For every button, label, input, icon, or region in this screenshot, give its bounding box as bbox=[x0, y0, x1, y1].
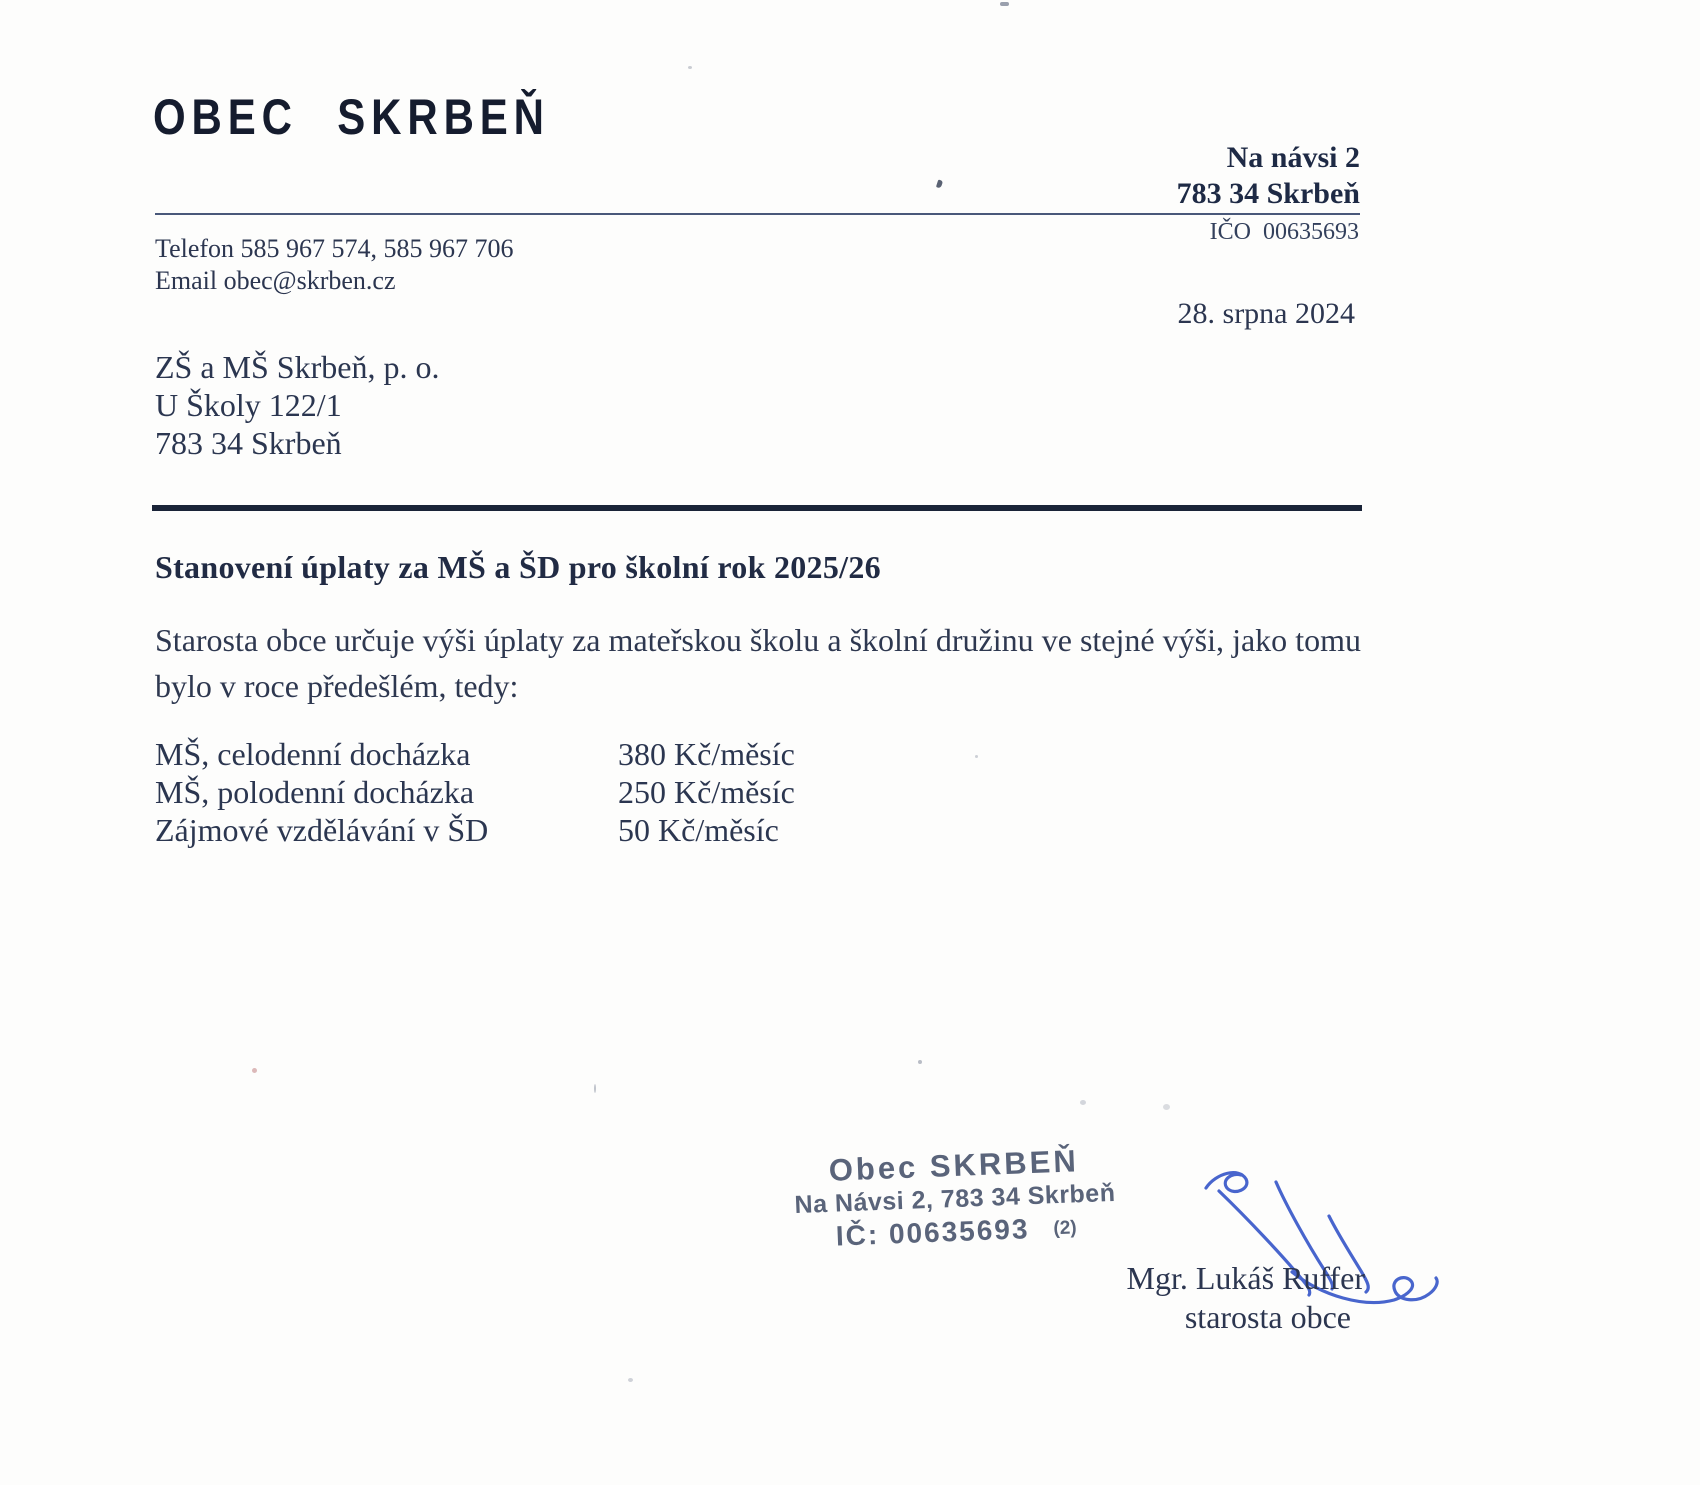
org-address-block bbox=[1177, 140, 1360, 212]
fee-label: MŠ, celodenní docházka bbox=[155, 736, 471, 772]
fee-table bbox=[155, 735, 1055, 849]
stamp-counter: (2) bbox=[1053, 1217, 1078, 1240]
paragraph-line: Starosta obce určuje výši úplaty za mateřskou školu a školní družinu ve stejné výši, jako tomu bbox=[155, 622, 1361, 658]
scan-speck bbox=[594, 1084, 596, 1093]
stamp-address: Na Návsi 2, 783 34 Skrbeň bbox=[794, 1178, 1116, 1220]
scan-speck bbox=[628, 1378, 633, 1382]
org-ico: IČO 00635693 bbox=[1209, 219, 1359, 245]
stamp-ic: IČ: 00635693 bbox=[835, 1213, 1031, 1252]
letter-body-paragraph bbox=[155, 617, 1361, 709]
fee-value: 380 Kč/měsíc bbox=[618, 736, 795, 772]
recipient-street: U Školy 122/1 bbox=[155, 387, 342, 423]
recipient-block bbox=[155, 348, 439, 462]
scan-speck bbox=[1000, 2, 1009, 6]
fee-label: MŠ, polodenní docházka bbox=[155, 774, 475, 810]
fee-value: 50 Kč/měsíc bbox=[618, 812, 779, 848]
scan-speck bbox=[975, 755, 978, 758]
org-email: Email obec@skrben.cz bbox=[155, 266, 396, 295]
section-divider-line bbox=[152, 505, 1362, 511]
recipient-city: 783 34 Skrbeň bbox=[155, 425, 342, 461]
scan-speck bbox=[688, 66, 692, 69]
org-contact-block bbox=[155, 233, 514, 297]
scan-speck bbox=[1080, 1100, 1086, 1105]
scan-speck bbox=[1163, 1104, 1170, 1110]
recipient-name: ZŠ a MŠ Skrbeň, p. o. bbox=[155, 349, 440, 385]
org-address-city: 783 34 Skrbeň bbox=[1176, 177, 1360, 210]
org-logo: OBEC SKRBEŇ bbox=[153, 89, 550, 145]
letter-subject: Stanovení úplaty za MŠ a ŠD pro školní rok 2025/26 bbox=[155, 549, 881, 585]
scan-speck bbox=[252, 1068, 257, 1073]
org-address-street: Na návsi 2 bbox=[1226, 141, 1360, 174]
official-stamp bbox=[783, 1142, 1127, 1256]
scan-speck bbox=[918, 1060, 922, 1064]
scan-speck bbox=[936, 179, 943, 188]
stamp-org-name: Obec SKRBEŇ bbox=[828, 1143, 1080, 1188]
signatory-name: Mgr. Lukáš Ruffer bbox=[1126, 1260, 1365, 1296]
header-divider-line bbox=[155, 213, 1360, 215]
letter-date: 28. srpna 2024 bbox=[1177, 297, 1355, 330]
fee-row bbox=[155, 773, 1055, 811]
fee-row bbox=[155, 811, 1055, 849]
signatory-title: starosta obce bbox=[1184, 1299, 1351, 1335]
fee-row bbox=[155, 735, 1055, 773]
paragraph-line: bylo v roce předešlém, tedy: bbox=[155, 668, 519, 704]
fee-value: 250 Kč/měsíc bbox=[618, 774, 795, 810]
fee-label: Zájmové vzdělávání v ŠD bbox=[155, 812, 489, 848]
org-phone: Telefon 585 967 574, 585 967 706 bbox=[155, 234, 514, 263]
